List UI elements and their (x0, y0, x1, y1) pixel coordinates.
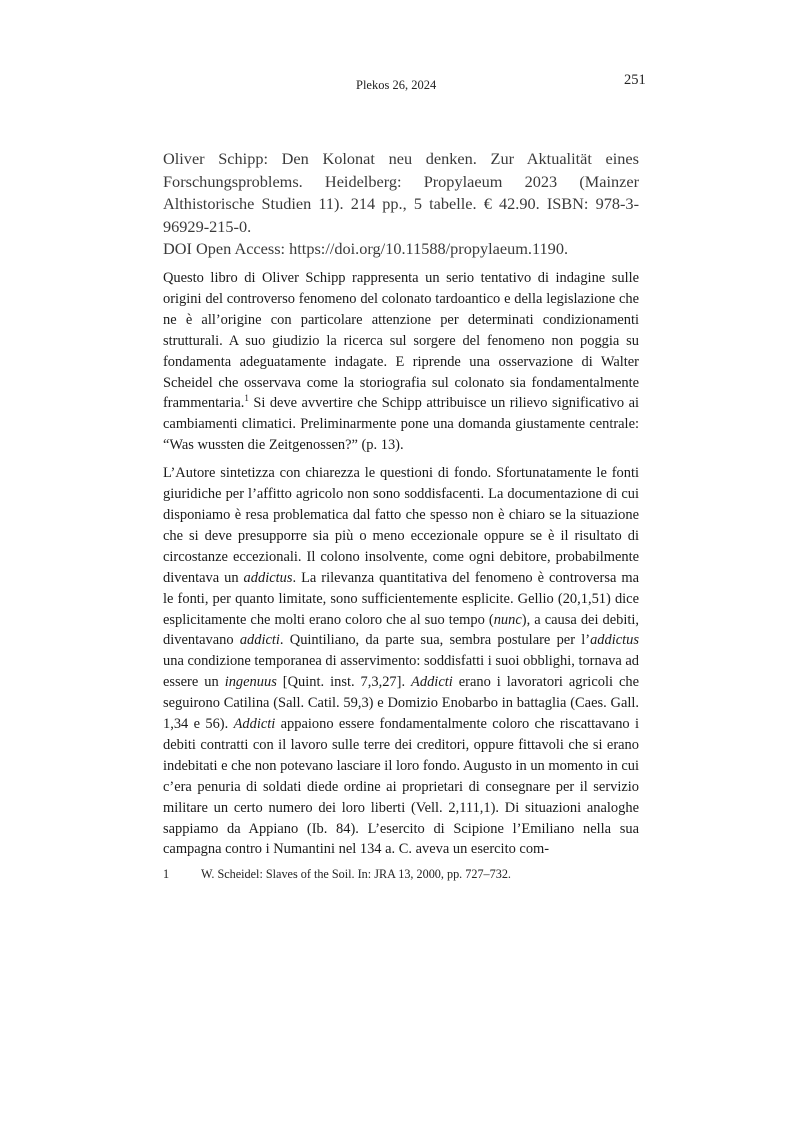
p2-text-2: . La rilevanza quantitativa del fenomeno è controversa ma le fonti, per quanto limitate, sono sufficientemente esplicite. Gellio (20,1,51) dice esplicitamente che molti erano coloro che al suo tempo ( (163, 569, 639, 628)
paragraph-1 (163, 268, 639, 456)
footnote-text: W. Scheidel: Slaves of the Soil. In: JRA 13, 2000, pp. 727–732. (201, 867, 511, 881)
page-number: 251 (624, 72, 646, 88)
p2-text-5: una condizione temporanea di asservimento: soddisfatti i suoi obblighi, tornava ad essere un (163, 653, 639, 691)
p2-text-6: [Quint. inst. 7,3,27]. (276, 674, 412, 691)
p2-italic-2: nunc (493, 611, 522, 628)
p2-italic-6: Addicti (411, 674, 453, 691)
review-body (163, 268, 639, 867)
paragraph-2 (163, 463, 639, 860)
p2-text-4: . Quintiliano, da parte sua, sembra postulare per l’ (279, 632, 591, 649)
book-citation: Oliver Schipp: Den Kolonat neu denken. Zur Aktualität eines Forschungsproblems. Heidelberg: Propylaeum 2023 (Mainzer Althistorische Studien 11). 214 pp., 5 tabelle. € 42.90. ISBN: 978-3-96929-215-0. (163, 149, 639, 236)
paragraph-1-text-b: Si deve avvertire che Schipp attribuisce un rilievo significativo ai cambiamenti climatici. Preliminarmente pone una domanda giustamente centrale: “Was wussten die Zeitgenossen?” (p. 13). (163, 395, 639, 454)
p2-italic-7: Addicti (233, 716, 276, 733)
p2-text-3: ), a causa dei debiti, diventavano (163, 611, 639, 649)
journal-title: Plekos 26, 2024 (356, 78, 437, 92)
p2-italic-4: addictus (590, 632, 640, 649)
p2-italic-5: ingenuus (224, 674, 277, 691)
running-header (0, 72, 799, 92)
footnote-marker[interactable]: 1 (244, 393, 249, 404)
footnote-number: 1 (163, 867, 170, 881)
p2-text-7: erano i lavoratori agricoli che seguirono Catilina (Sall. Catil. 59,3) e Domizio Enobarbo in battaglia (Caes. Gall. 1,34 e 56). (163, 674, 639, 733)
p2-text-1: L’Autore sintetizza con chiarezza le questioni di fondo. Sfortunatamente le fonti giuridiche per l’affitto agricolo non sono soddisfacenti. La documentazione di cui disponiamo è resa problematica dal fatto che spesso non è chiaro se la situazione che si deve presupporre sia più o meno eccezionale oppure se è il risultato di circostanze eccezionali. Il colono insolvente, come ogni debitore, probabilmente diventava un (163, 465, 639, 586)
doi-line: DOI Open Access: https://doi.org/10.11588/propylaeum.1190. (163, 239, 569, 258)
paragraph-1-text-a: Questo libro di Oliver Schipp rappresenta un serio tentativo di indagine sulle origini del controverso fenomeno del colonato tardoantico e della legislazione che ne è all’origine con particolare attenzione per determinati condizionamenti strutturali. A suo giudizio la ricerca sul sorgere del fenomeno non poggia su fondamenta adeguatamente indagate. E riprende una osservazione di Walter Scheidel che osservava come la storiografia sul colonato sia fondamentalmente frammentaria. (163, 270, 639, 412)
p2-text-8: appaiono essere fondamentalmente coloro che riscattavano i debiti contratti con il lavoro sulle terre dei creditori, oppure fittavoli che si erano indebitati e che non potevano lasciare il loro fondo. Augusto in un momento in cui c’era penuria di soldati diede ordine ai proprietari di consegnare per il servizio militare un certo numero dei loro liberti (Vell. 2,111,1). Di situazioni analoghe sappiamo da Appiano (Ib. 84). L’esercito di Scipione l’Emiliano nella sua campagna contro i Numantini nel 134 a. C. aveva un esercito com- (163, 716, 640, 858)
p2-italic-3: addicti (239, 632, 280, 649)
book-reference (163, 148, 639, 261)
p2-italic-1: addictus (243, 569, 293, 586)
